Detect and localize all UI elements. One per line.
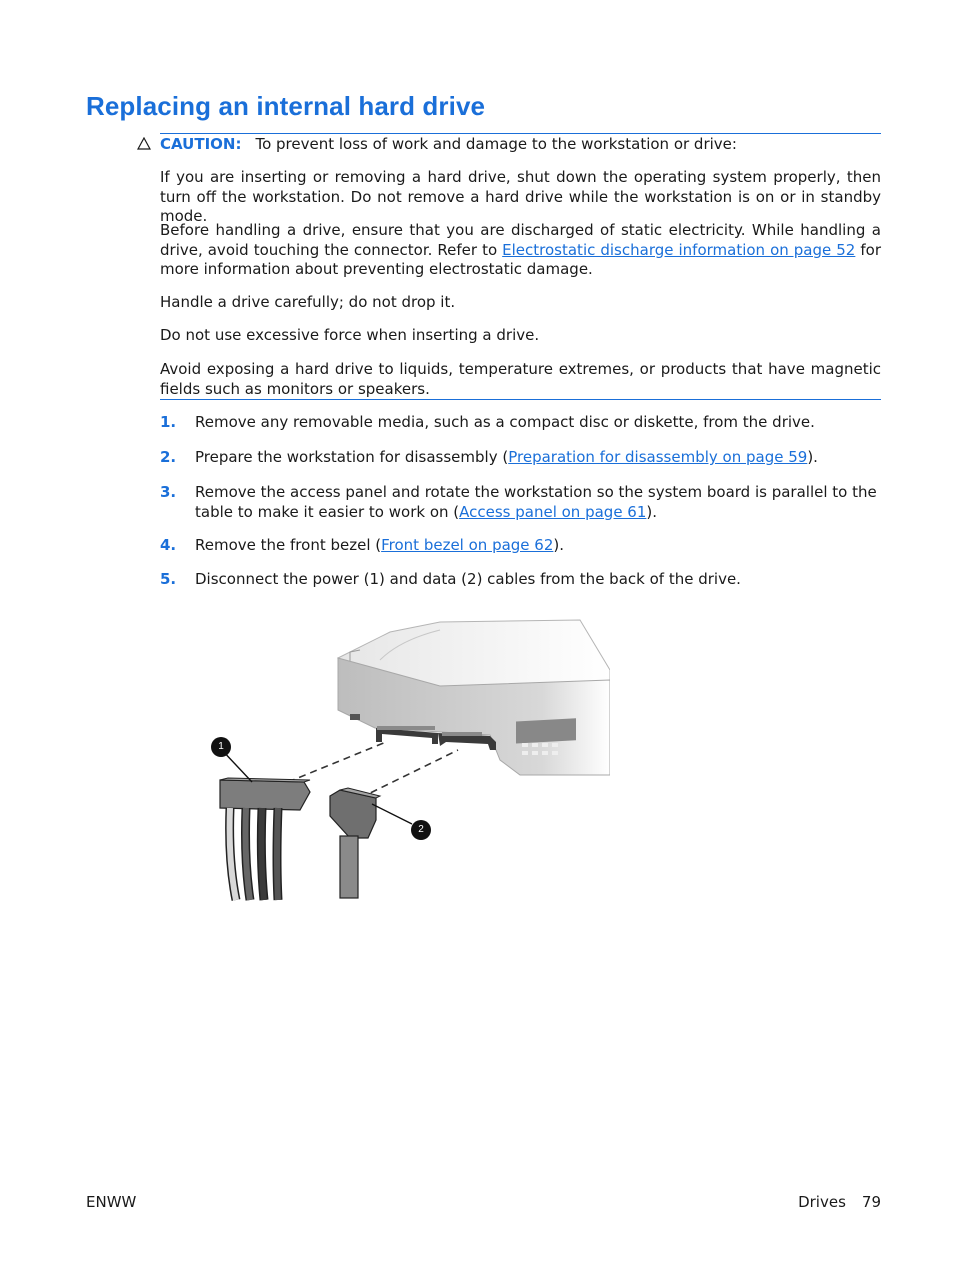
step-number: 1. <box>160 413 177 431</box>
caution-label: CAUTION: <box>160 135 242 153</box>
step-text <box>195 448 881 468</box>
caution-paragraph-force: Do not use excessive force when inserting a drive. <box>160 326 540 344</box>
caution-paragraph-handle: Handle a drive carefully; do not drop it. <box>160 293 456 311</box>
page-title: Replacing an internal hard drive <box>86 91 486 121</box>
step-text <box>195 536 881 556</box>
step-number: 3. <box>160 483 177 501</box>
callout-1: 1 <box>211 737 231 757</box>
link-esd-info[interactable]: Electrostatic discharge information on page 52 <box>502 240 856 259</box>
caution-heading <box>137 134 737 154</box>
footer-section: Drives <box>798 1193 846 1211</box>
step-number: 5. <box>160 570 177 588</box>
step-text-after: ). <box>646 502 658 521</box>
step-text-before: Prepare the workstation for disassembly ( <box>195 448 509 466</box>
caution-paragraph-shutdown: If you are inserting or removing a hard drive, shut down the operating system properly, then turn off the workstation. Do not remove a hard drive while the workstation is on or in standby mode. <box>160 168 881 225</box>
power-cable <box>220 778 310 900</box>
caution-paragraph-static <box>160 221 881 280</box>
caution-paragraph-exposure: Avoid exposing a hard drive to liquids, temperature extremes, or products that have magnetic fields such as monitors or speakers. <box>160 360 881 398</box>
static-text-after: for more information about preventing electrostatic damage. <box>160 240 882 278</box>
callout-2: 2 <box>411 820 431 840</box>
hard-drive-cable-illustration <box>200 610 610 910</box>
step-text: Remove any removable media, such as a compact disc or diskette, from the drive. <box>195 413 815 431</box>
link-front-bezel[interactable]: Front bezel on page 62 <box>381 536 554 554</box>
caution-triangle-icon <box>137 135 151 155</box>
static-text-before: Before handling a drive, ensure that you are discharged of static electricity. While handling a drive, avoid touching the connector. Refer to <box>160 221 881 259</box>
step-text-before: Remove the access panel and rotate the workstation so the system board is parallel to the table to make it easier to work on ( <box>195 483 877 521</box>
footer-right <box>798 1193 881 1212</box>
step-number: 4. <box>160 536 177 554</box>
step-number: 2. <box>160 448 177 466</box>
link-access-panel[interactable]: Access panel on page 61 <box>459 502 647 521</box>
step-text: Disconnect the power (1) and data (2) cables from the back of the drive. <box>195 570 741 588</box>
link-preparation-disassembly[interactable]: Preparation for disassembly on page 59 <box>508 448 808 466</box>
step-text-after: ). <box>553 536 565 554</box>
footer-left: ENWW <box>86 1193 137 1211</box>
caution-intro: To prevent loss of work and damage to the workstation or drive: <box>255 135 737 153</box>
step-text <box>195 483 881 522</box>
page-number: 79 <box>861 1193 881 1211</box>
step-text-before: Remove the front bezel ( <box>195 536 382 554</box>
step-text-after: ). <box>807 448 818 466</box>
